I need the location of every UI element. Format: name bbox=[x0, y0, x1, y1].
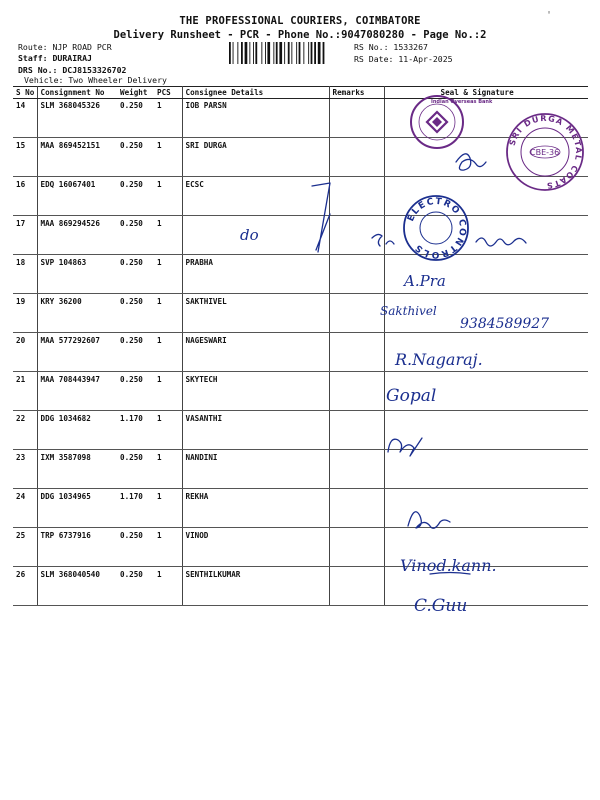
cell-sno: 18 bbox=[13, 255, 37, 294]
runsheet-subtitle: Delivery Runsheet - PCR - Phone No.:9047080280 - Page No.:2 bbox=[113, 29, 487, 41]
cell-sno: 19 bbox=[13, 294, 37, 333]
cell-consignment: KRY 36200 bbox=[37, 294, 117, 333]
cell-sno: 15 bbox=[13, 138, 37, 177]
table-row bbox=[13, 528, 588, 567]
handwritten-row25: Vinod.kann. bbox=[400, 556, 497, 575]
cell-weight: 0.250 bbox=[117, 99, 154, 138]
cell-weight: 0.250 bbox=[117, 294, 154, 333]
vehicle-label: Vehicle: Two Wheeler Delivery bbox=[24, 75, 167, 85]
cell-consignee: SAKTHIVEL bbox=[182, 294, 329, 333]
cell-weight: 0.250 bbox=[117, 372, 154, 411]
cell-consignment: EDQ 16067401 bbox=[37, 177, 117, 216]
cell-sno: 23 bbox=[13, 450, 37, 489]
table-row bbox=[13, 216, 588, 255]
cell-sno: 14 bbox=[13, 99, 37, 138]
electro-stamp-text: ELECTRO CONTROLS bbox=[406, 196, 468, 260]
handwritten-row19-phone: 9384589927 bbox=[460, 316, 550, 332]
table-row bbox=[13, 372, 588, 411]
cell-pcs: 1 bbox=[154, 528, 182, 567]
cell-sno: 25 bbox=[13, 528, 37, 567]
cell-consignment: MAA 869452151 bbox=[37, 138, 117, 177]
cell-remarks bbox=[329, 138, 384, 177]
cell-weight: 0.250 bbox=[117, 138, 154, 177]
cell-remarks bbox=[329, 333, 384, 372]
cell-weight: 0.250 bbox=[117, 177, 154, 216]
cell-consignee: VINOD bbox=[182, 528, 329, 567]
cell-pcs: 1 bbox=[154, 138, 182, 177]
cell-pcs: 1 bbox=[154, 567, 182, 606]
cell-weight: 0.250 bbox=[117, 567, 154, 606]
table-row bbox=[13, 255, 588, 294]
cell-consignment: MAA 708443947 bbox=[37, 372, 117, 411]
cell-pcs: 1 bbox=[154, 372, 182, 411]
cell-weight: 0.250 bbox=[117, 216, 154, 255]
col-consignment: Consignment No bbox=[37, 87, 117, 99]
table-row bbox=[13, 411, 588, 450]
cell-consignee: PRABHA bbox=[182, 255, 329, 294]
handwritten-row17-consignee: do bbox=[240, 226, 259, 244]
handwritten-row18: A.Pra bbox=[404, 272, 446, 290]
cell-consignment: SLM 368040540 bbox=[37, 567, 117, 606]
cell-weight: 0.250 bbox=[117, 333, 154, 372]
cell-pcs: 1 bbox=[154, 255, 182, 294]
cell-consignee: REKHA bbox=[182, 489, 329, 528]
rs-number: RS No.: 1533267 bbox=[354, 42, 428, 52]
cell-consignment: IXM 3587098 bbox=[37, 450, 117, 489]
cell-consignee: NAGESWARI bbox=[182, 333, 329, 372]
cell-pcs: 1 bbox=[154, 450, 182, 489]
handwritten-row19-name: Sakthivel bbox=[380, 304, 437, 318]
cell-pcs: 1 bbox=[154, 294, 182, 333]
cell-remarks bbox=[329, 372, 384, 411]
cell-consignment: DDG 1034965 bbox=[37, 489, 117, 528]
rs-date: RS Date: 11-Apr-2025 bbox=[354, 54, 453, 64]
table-row bbox=[13, 99, 588, 138]
sri-durga-stamp-text: SRI DURGA METAL COATS bbox=[507, 113, 584, 191]
cell-remarks bbox=[329, 294, 384, 333]
cell-consignment: SLM 368045326 bbox=[37, 99, 117, 138]
col-remarks: Remarks bbox=[329, 87, 384, 99]
cell-sno: 24 bbox=[13, 489, 37, 528]
cell-signature bbox=[384, 216, 588, 255]
cell-remarks bbox=[329, 99, 384, 138]
cell-weight: 1.170 bbox=[117, 411, 154, 450]
col-pcs: PCS bbox=[154, 87, 182, 99]
cell-remarks bbox=[329, 411, 384, 450]
cell-consignment: DDG 1034682 bbox=[37, 411, 117, 450]
table-row bbox=[13, 489, 588, 528]
barcode bbox=[229, 42, 349, 64]
cell-remarks bbox=[329, 255, 384, 294]
cell-signature bbox=[384, 177, 588, 216]
table-row bbox=[13, 138, 588, 177]
cell-pcs: 1 bbox=[154, 99, 182, 138]
sri-durga-code: CBE-36 bbox=[530, 148, 560, 157]
col-sno: S No bbox=[13, 87, 37, 99]
cell-sno: 17 bbox=[13, 216, 37, 255]
col-signature: Seal & Signature bbox=[384, 87, 588, 99]
cell-weight: 1.170 bbox=[117, 489, 154, 528]
route-label: Route: NJP ROAD PCR bbox=[18, 42, 112, 52]
handwritten-row26: C.Guu bbox=[414, 596, 468, 616]
cell-signature bbox=[384, 489, 588, 528]
cell-consignment: MAA 869294526 bbox=[37, 216, 117, 255]
cell-remarks bbox=[329, 216, 384, 255]
cell-sno: 21 bbox=[13, 372, 37, 411]
cell-consignee: IOB PARSN bbox=[182, 99, 329, 138]
cell-sno: 26 bbox=[13, 567, 37, 606]
cell-weight: 0.250 bbox=[117, 450, 154, 489]
staff-label: Staff: DURAIRAJ bbox=[18, 53, 92, 63]
drs-number: DRS No.: DCJ8153326702 bbox=[18, 65, 127, 75]
col-consignee: Consignee Details bbox=[182, 87, 329, 99]
cell-signature bbox=[384, 450, 588, 489]
table-row bbox=[13, 567, 588, 606]
cell-consignment: SVP 104863 bbox=[37, 255, 117, 294]
cell-pcs: 1 bbox=[154, 216, 182, 255]
cell-consignee: SENTHILKUMAR bbox=[182, 567, 329, 606]
cell-sno: 22 bbox=[13, 411, 37, 450]
cell-signature bbox=[384, 99, 588, 138]
table-row bbox=[13, 333, 588, 372]
cell-remarks bbox=[329, 489, 384, 528]
handwritten-row20: R.Nagaraj. bbox=[395, 350, 483, 369]
handwritten-row21: Gopal bbox=[386, 386, 437, 406]
cell-signature bbox=[384, 138, 588, 177]
table-header bbox=[13, 87, 588, 99]
cell-pcs: 1 bbox=[154, 411, 182, 450]
cell-remarks bbox=[329, 177, 384, 216]
cell-consignment: TRP 6737916 bbox=[37, 528, 117, 567]
cell-remarks bbox=[329, 528, 384, 567]
cell-remarks bbox=[329, 567, 384, 606]
cell-consignment: MAA 577292607 bbox=[37, 333, 117, 372]
cell-remarks bbox=[329, 450, 384, 489]
cell-weight: 0.250 bbox=[117, 255, 154, 294]
table-row bbox=[13, 177, 588, 216]
cell-pcs: 1 bbox=[154, 177, 182, 216]
cell-signature bbox=[384, 411, 588, 450]
col-weight: Weight bbox=[117, 87, 154, 99]
scan-mark: ' bbox=[546, 10, 553, 21]
cell-consignee: NANDINI bbox=[182, 450, 329, 489]
delivery-table bbox=[13, 86, 588, 606]
table-row bbox=[13, 450, 588, 489]
cell-sno: 16 bbox=[13, 177, 37, 216]
cell-consignee: VASANTHI bbox=[182, 411, 329, 450]
cell-pcs: 1 bbox=[154, 489, 182, 528]
cell-weight: 0.250 bbox=[117, 528, 154, 567]
cell-consignee: SRI DURGA bbox=[182, 138, 329, 177]
company-title: THE PROFESSIONAL COURIERS, COIMBATORE bbox=[179, 15, 421, 27]
iob-stamp-text: Indian Overseas Bank bbox=[431, 99, 493, 105]
cell-sno: 20 bbox=[13, 333, 37, 372]
cell-consignee: ECSC bbox=[182, 177, 329, 216]
cell-consignee: SKYTECH bbox=[182, 372, 329, 411]
cell-pcs: 1 bbox=[154, 333, 182, 372]
